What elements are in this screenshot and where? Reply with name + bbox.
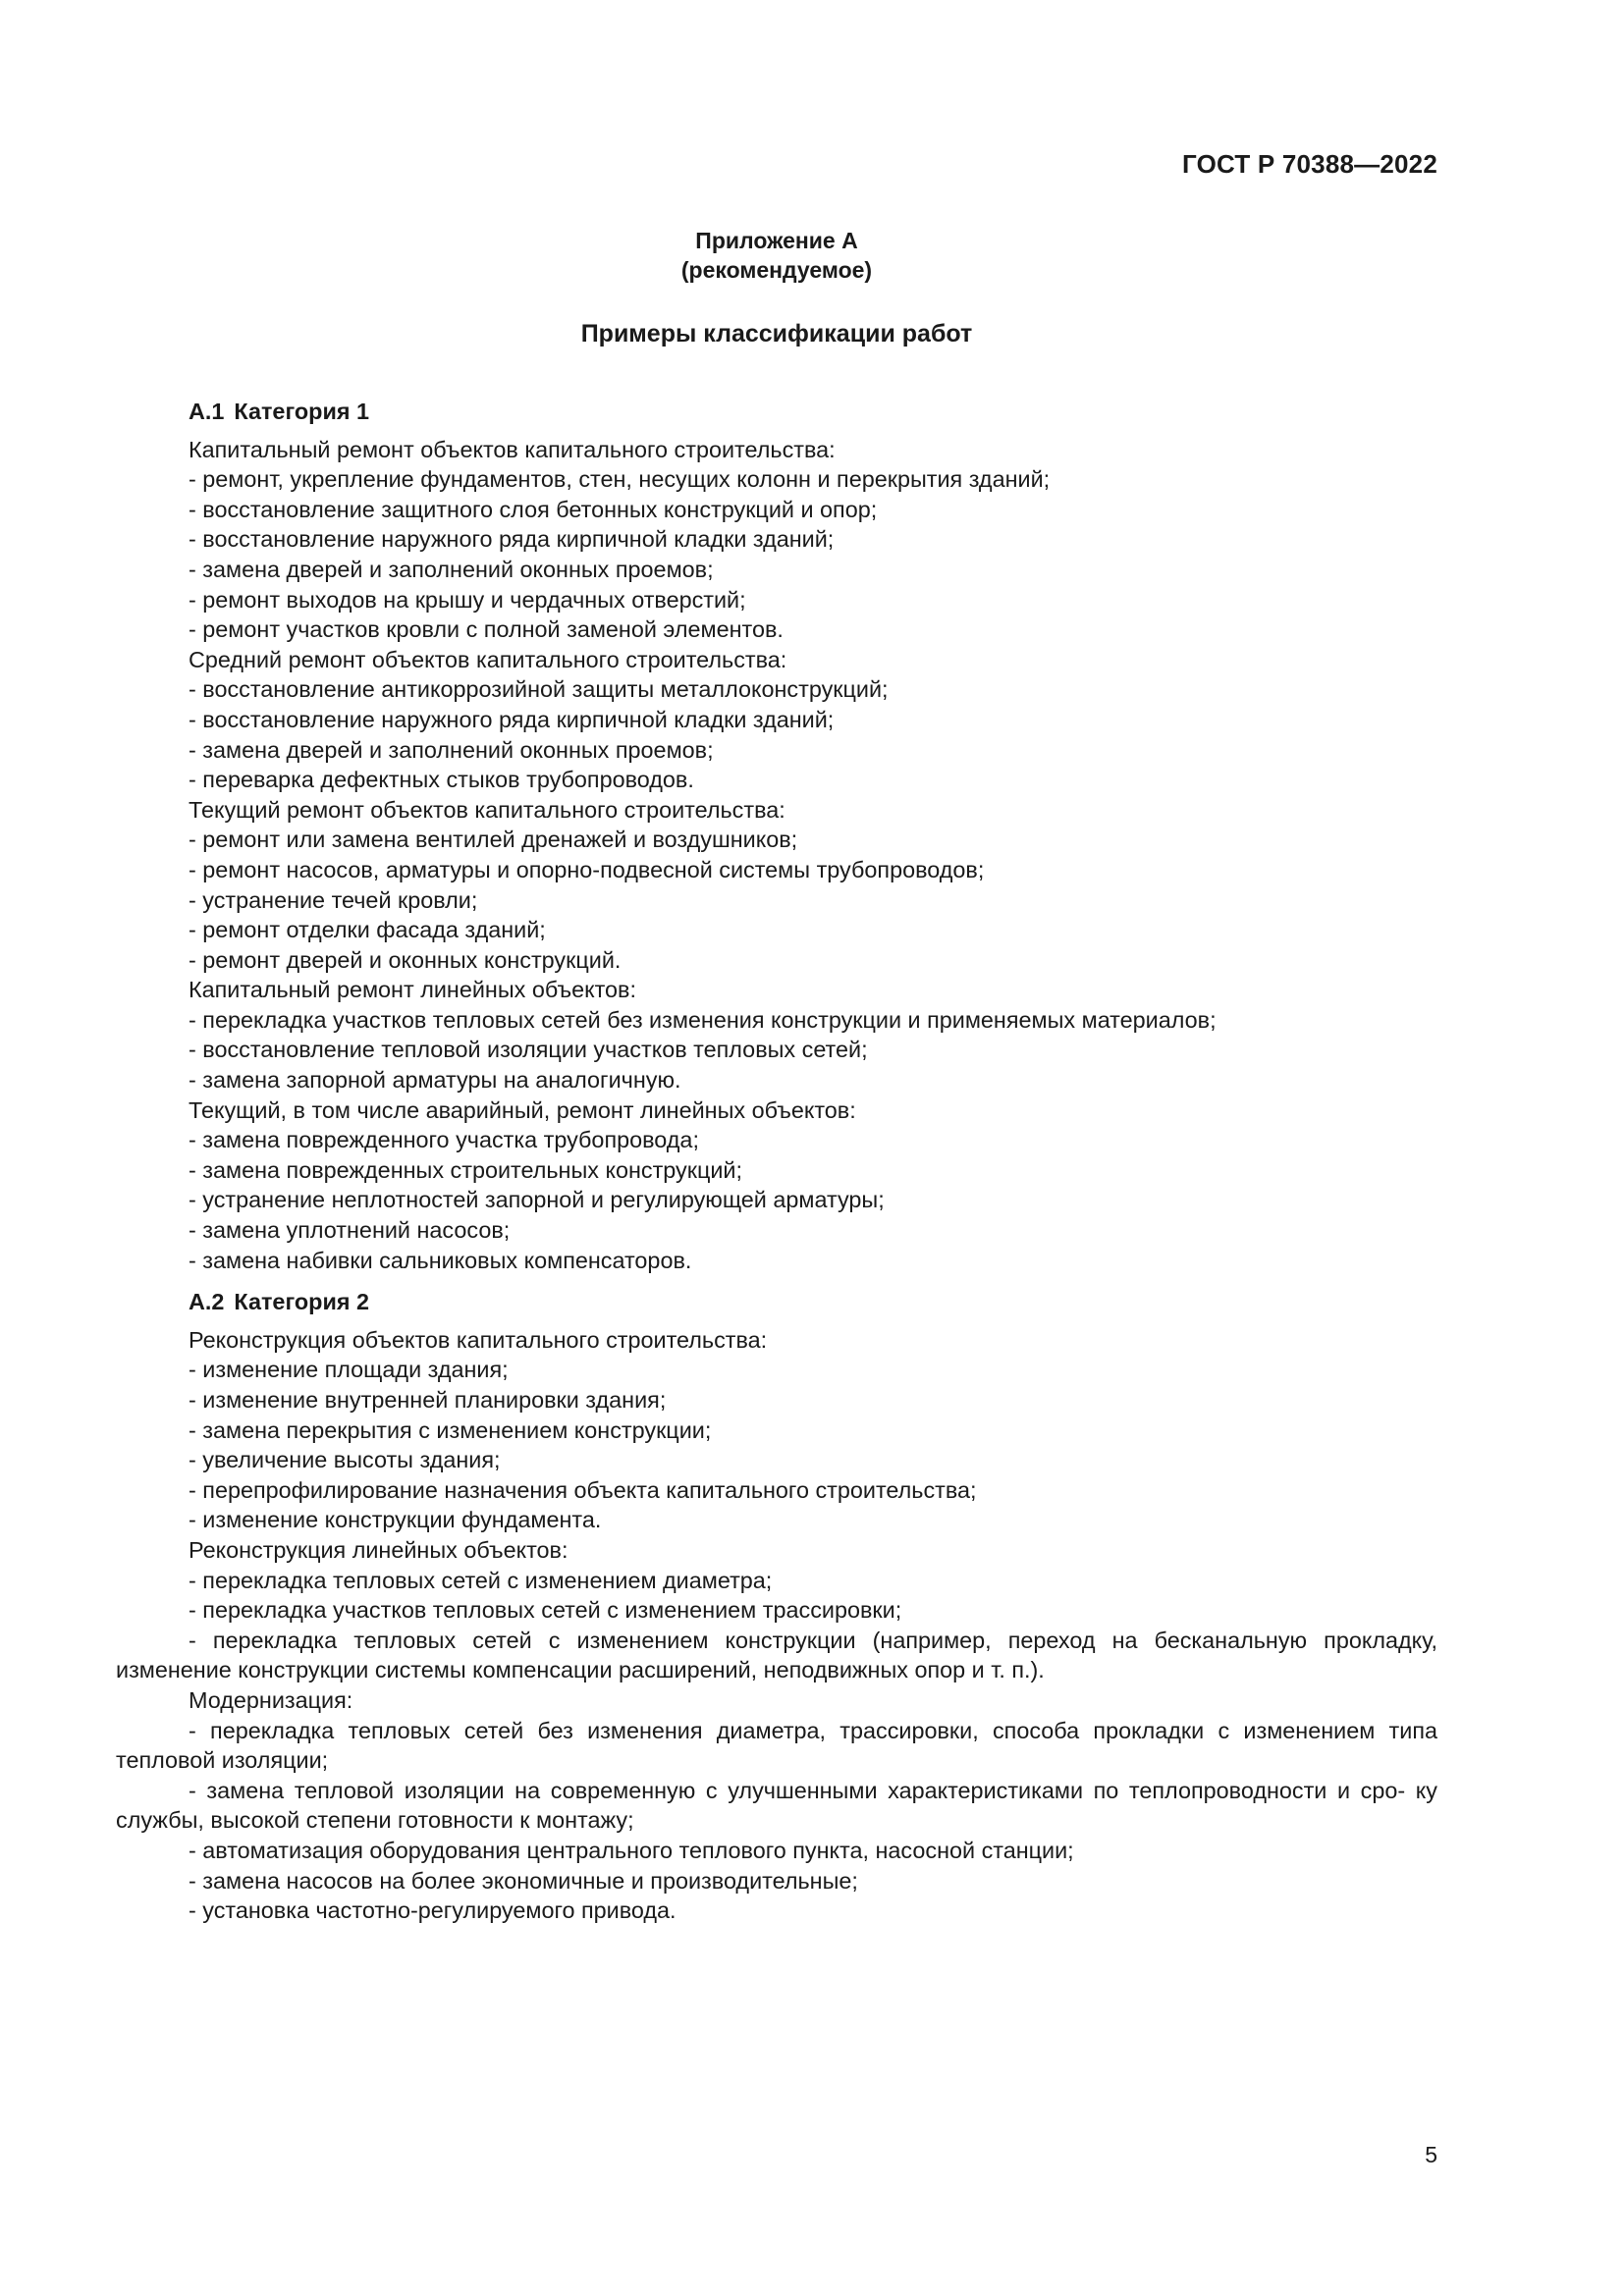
text-line: Капитальный ремонт линейных объектов: xyxy=(189,977,636,1003)
section-title: Категория 1 xyxy=(234,399,369,424)
text-line: - замена дверей и заполнений оконных проемов; xyxy=(189,736,714,763)
text-line: - замена перекрытия с изменением конструкции; xyxy=(189,1416,712,1443)
page-header-doc-code: ГОСТ Р 70388—2022 xyxy=(1182,149,1437,179)
text-line: - замена поврежденных строительных конструкций; xyxy=(189,1156,743,1183)
text-line: - замена набивки сальниковых компенсаторов. xyxy=(189,1247,692,1273)
text-line: - ремонт участков кровли с полной заменой элементов. xyxy=(189,616,784,643)
text-line: Капитальный ремонт объектов капитального строительства: xyxy=(189,436,836,462)
text-paragraph: - замена насосов на более экономичные и производительные; xyxy=(189,1867,858,1894)
text-paragraph: - установка частотно-регулируемого привода. xyxy=(189,1897,677,1924)
text-line: - перекладка участков тепловых сетей с изменением трассировки; xyxy=(189,1597,902,1624)
text-line: - замена запорной арматуры на аналогичную. xyxy=(189,1067,681,1094)
text-line: - ремонт, укрепление фундаментов, стен, несущих колонн и перекрытия зданий; xyxy=(189,466,1051,493)
document-body xyxy=(116,397,1437,1926)
page-title: Примеры классификации работ xyxy=(580,320,973,347)
page-number: 5 xyxy=(1425,2142,1437,2167)
section-title: Категория 2 xyxy=(234,1289,369,1315)
section-a2-paragraphs xyxy=(116,1626,1437,1926)
text-line: - увеличение высоты здания; xyxy=(189,1447,501,1473)
section-heading-a2 xyxy=(189,1287,1437,1317)
text-paragraph: - перекладка тепловых сетей с изменением конструкции (например, переход на бесканальную прокладку, изменение конструкции системы компенсации расширений, неподвижных опор и т. п.). xyxy=(116,1627,1437,1683)
text-line: - перекладка участков тепловых сетей без изменения конструкции и применяемых материалов; xyxy=(189,1006,1217,1033)
text-line: - восстановление тепловой изоляции участков тепловых сетей; xyxy=(189,1037,868,1063)
text-line: - восстановление защитного слоя бетонных конструкций и опор; xyxy=(189,496,878,522)
appendix-label: Приложение А xyxy=(695,228,858,253)
text-line: - изменение конструкции фундамента. xyxy=(189,1507,602,1533)
text-line: - устранение неплотностей запорной и регулирующей арматуры; xyxy=(189,1187,885,1213)
text-line: - изменение внутренней планировки здания; xyxy=(189,1387,667,1413)
text-line: - ремонт дверей и оконных конструкций. xyxy=(189,946,622,973)
text-line: - переварка дефектных стыков трубопроводов. xyxy=(189,767,694,793)
text-line: - устранение течей кровли; xyxy=(189,886,478,913)
text-line: - ремонт насосов, арматуры и опорно-подвесной системы трубопроводов; xyxy=(189,856,985,882)
appendix-heading xyxy=(0,226,1553,285)
text-paragraph: - автоматизация оборудования центрального теплового пункта, насосной станции; xyxy=(189,1837,1074,1863)
text-line: - замена уплотнений насосов; xyxy=(189,1217,511,1244)
text-line: - замена поврежденного участка трубопровода; xyxy=(189,1127,699,1153)
text-line: - замена дверей и заполнений оконных проемов; xyxy=(189,556,714,582)
text-line: - восстановление наружного ряда кирпичной кладки зданий; xyxy=(189,526,835,553)
text-paragraph: Модернизация: xyxy=(189,1686,353,1713)
text-line: - ремонт или замена вентилей дренажей и воздушников; xyxy=(189,827,798,853)
text-line: - ремонт отделки фасада зданий; xyxy=(189,917,546,943)
appendix-status: (рекомендуемое) xyxy=(680,257,873,283)
section-a2-content xyxy=(116,1325,1437,1626)
text-paragraph: - замена тепловой изоляции на современную с улучшенными характеристиками по теплопроводности и сро- ку службы, высокой степени готовности к монтажу; xyxy=(116,1777,1437,1834)
section-heading-a1 xyxy=(189,397,1437,427)
text-line: - изменение площади здания; xyxy=(189,1357,509,1383)
section-a1-content xyxy=(116,435,1437,1276)
text-line: - восстановление наружного ряда кирпичной кладки зданий; xyxy=(189,706,835,732)
text-line: Текущий ремонт объектов капитального строительства: xyxy=(189,796,785,823)
text-line: - перекладка тепловых сетей с изменением диаметра; xyxy=(189,1567,773,1593)
section-number: А.1 xyxy=(189,399,225,424)
section-number: А.2 xyxy=(189,1289,225,1315)
text-line: Текущий, в том числе аварийный, ремонт линейных объектов: xyxy=(189,1096,856,1123)
text-paragraph: - перекладка тепловых сетей без изменения диаметра, трассировки, способа прокладки с изменением типа тепловой изоляции; xyxy=(116,1717,1437,1774)
text-line: Средний ремонт объектов капитального строительства: xyxy=(189,646,787,672)
text-line: - восстановление антикоррозийной защиты металлоконструкций; xyxy=(189,676,889,703)
text-line: - ремонт выходов на крышу и чердачных отверстий; xyxy=(189,586,746,613)
text-line: Реконструкция объектов капитального строительства: xyxy=(189,1326,768,1353)
text-line: - перепрофилирование назначения объекта капитального строительства; xyxy=(189,1476,977,1503)
text-line: Реконструкция линейных объектов: xyxy=(189,1536,568,1563)
